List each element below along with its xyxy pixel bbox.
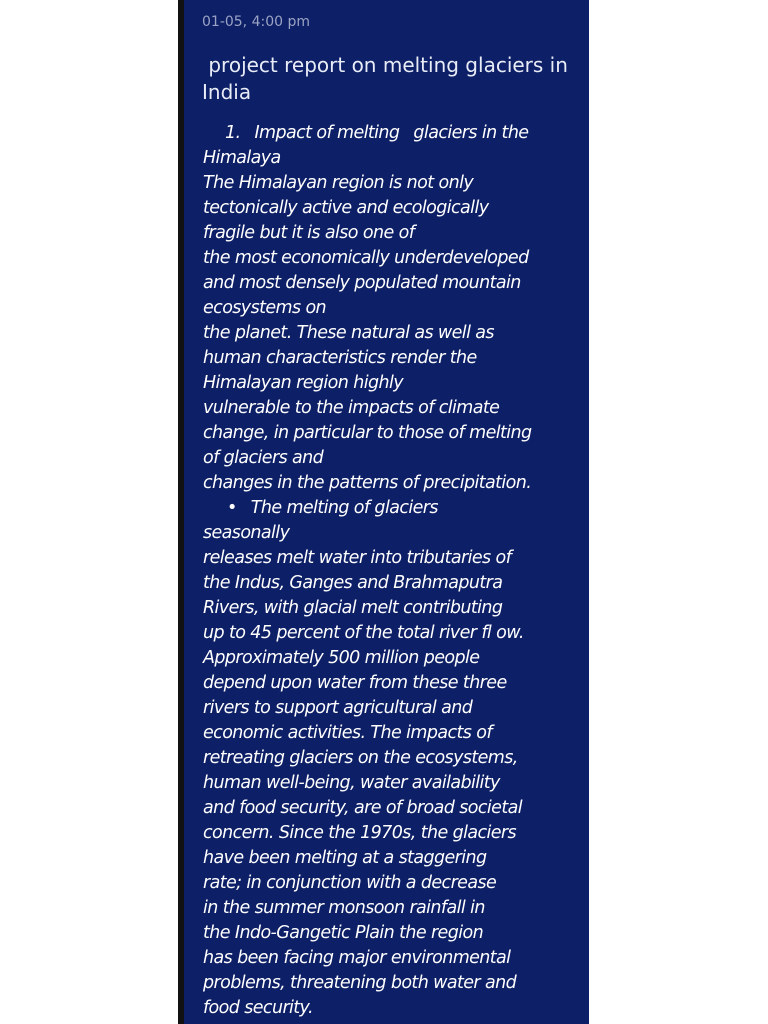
paragraph2-line: the Indo-Gangetic Plain the region [203,923,484,943]
paragraph2-line: rate; in conjunction with a decrease [203,873,497,893]
paragraph2-line: retreating glaciers on the ecosystems, [203,748,518,768]
paragraph1-line: change, in particular to those of melting [203,423,532,443]
bullet-text: The melting of glaciers [250,498,438,518]
paragraph2-line: depend upon water from these three [203,673,507,693]
paragraph1-line: fragile but it is also one of [203,223,415,243]
heading-line [203,121,587,146]
paragraph1-line: Himalayan region highly [203,373,403,393]
note-title-line-1: project report on melting glaciers in [202,53,568,77]
paragraph2-line: the Indus, Ganges and Brahmaputra [203,573,503,593]
paragraph2-line: and food security, are of broad societal [203,798,522,818]
paragraph2-line: problems, threatening both water and [203,973,517,993]
heading-text-a: Impact of melting [254,123,400,143]
paragraph2-line: food security. [203,998,313,1018]
paragraph2-line: seasonally [203,523,290,543]
paragraph1-line: the planet. These natural as well as [203,323,494,343]
note-body[interactable] [203,121,587,1021]
paragraph1-line: of glaciers and [203,448,324,468]
paragraph1-line: The Himalayan region is not only [203,173,474,193]
paragraph1-line: ecosystems on [203,298,327,318]
paragraph1-line: changes in the patterns of precipitation. [203,473,532,493]
paragraph1-line: tectonically active and ecologically [203,198,489,218]
paragraph1-line: human characteristics render the [203,348,477,368]
heading-line-2: Himalaya [203,148,281,168]
paragraph2-line: have been melting at a staggering [203,848,487,868]
note-panel[interactable] [184,0,589,1024]
paragraph2-line: releases melt water into tributaries of [203,548,512,568]
paragraph1-line: vulnerable to the impacts of climate [203,398,500,418]
bullet-dot-icon: • [227,498,237,518]
heading-number: 1. [225,123,241,143]
paragraph2-line: concern. Since the 1970s, the glaciers [203,823,517,843]
paragraph2-line: rivers to support agricultural and [203,698,473,718]
bullet-line [203,496,587,521]
note-timestamp: 01-05, 4:00 pm [202,14,310,30]
note-title-line-2: India [202,80,252,104]
paragraph2-line: Rivers, with glacial melt contributing [203,598,503,618]
note-title[interactable] [202,52,582,106]
paragraph1-line: and most densely populated mountain [203,273,521,293]
paragraph2-line: up to 45 percent of the total river fl ow. [203,623,524,643]
paragraph2-line: in the summer monsoon rainfall in [203,898,485,918]
paragraph1-line: the most economically underdeveloped [203,248,529,268]
paragraph2-line: economic activities. The impacts of [203,723,492,743]
heading-text-b: glaciers in the [413,123,529,143]
paragraph2-line: has been facing major environmental [203,948,511,968]
paragraph2-line: Approximately 500 million people [203,648,480,668]
paragraph2-line: human well-being, water availability [203,773,500,793]
